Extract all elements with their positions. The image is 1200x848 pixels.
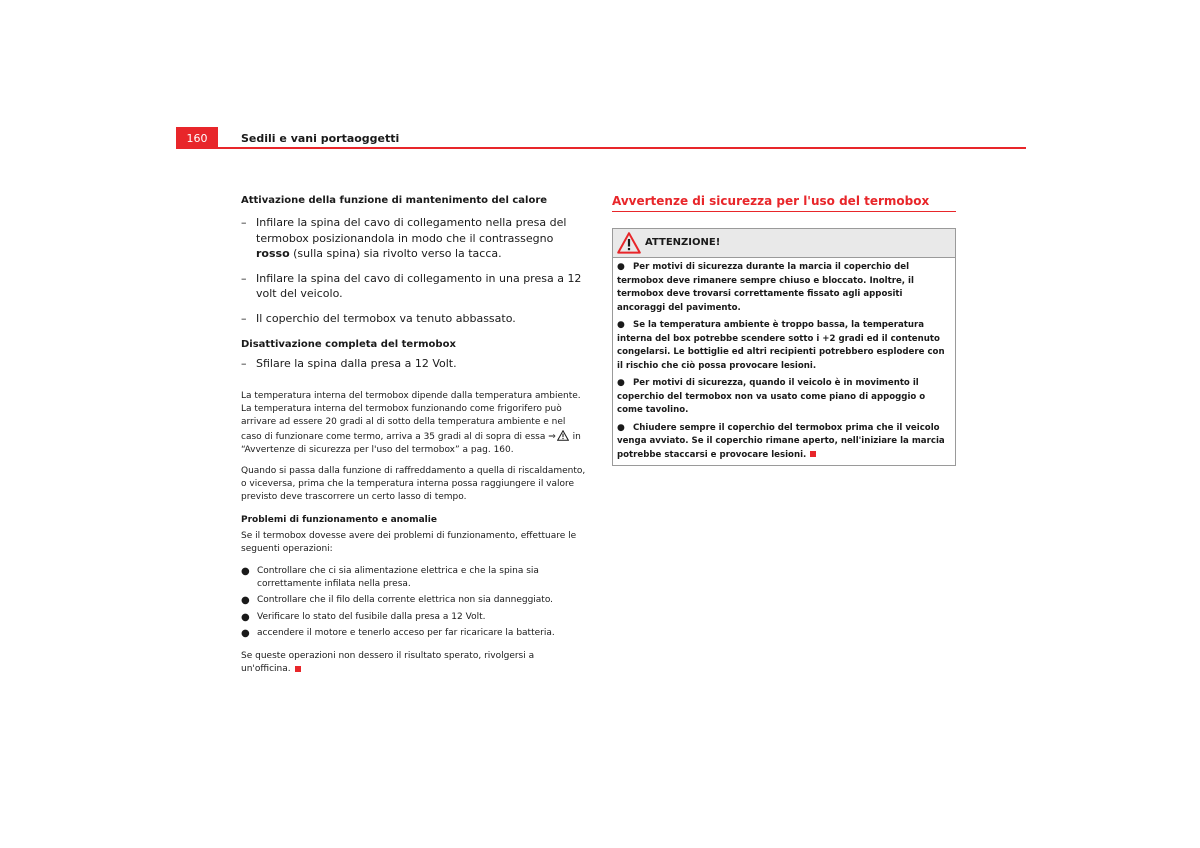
warning-item: ● Per motivi di sicurezza, quando il veicolo è in movimento il coperchio del termobox non va usato come piano di appoggio o come tavolino. bbox=[617, 378, 926, 415]
section-title: Avvertenze di sicurezza per l'uso del termobox bbox=[612, 193, 956, 212]
paragraph-temperature: La temperatura interna del termobox dipende dalla temperatura ambiente. La temperatura interna del termobox funzionando come frigorifero può arrivare ad essere 20 gradi al di sotto della temperatura ambiente e nel caso di funzionare come termo, arriva a 35 gradi al di sopra di essa ⇒ in “Avvertenze di sicurezza per l'uso del termobox” a pag. 160. bbox=[241, 390, 581, 456]
dash-item: – Infilare la spina del cavo di collegamento in una presa a 12 volt del veicolo. bbox=[241, 271, 582, 300]
end-of-section-square-icon bbox=[810, 451, 816, 457]
warning-body bbox=[613, 258, 955, 465]
paragraph-switching: Quando si passa dalla funzione di raffreddamento a quella di riscaldamento, o viceversa, prima che la temperatura interna possa raggiungere il valore previsto deve trascorrere un certo lasso di tempo. bbox=[241, 465, 586, 503]
paragraph-problems-intro: Se il termobox dovesse avere dei problemi di funzionamento, effettuare le seguenti operazioni: bbox=[241, 530, 577, 555]
heading-deactivation: Disattivazione completa del termobox bbox=[241, 339, 456, 350]
warning-box bbox=[612, 228, 956, 466]
page-number: 160 bbox=[176, 127, 218, 148]
header-divider bbox=[176, 147, 1026, 149]
warning-triangle-icon bbox=[617, 232, 641, 254]
warning-item: ● Chiudere sempre il coperchio del termobox prima che il veicolo venga avviato. Se il coperchio rimane aperto, nell'iniziare la marcia potrebbe staccarsi e provocare lesioni. bbox=[617, 422, 945, 460]
dash-item: – Sfilare la spina dalla presa a 12 Volt. bbox=[241, 357, 457, 370]
heading-problems: Problemi di funzionamento e anomalie bbox=[241, 514, 437, 525]
dash-item: – Il coperchio del termobox va tenuto abbassato. bbox=[241, 311, 516, 325]
list-item: ● Controllare che il filo della corrente elettrica non sia danneggiato. bbox=[241, 595, 554, 607]
warning-header bbox=[613, 229, 955, 258]
left-column bbox=[241, 194, 586, 683]
list-item: ● accendere il motore e tenerlo acceso per far ricaricare la batteria. bbox=[241, 628, 555, 640]
paragraph-workshop: Se queste operazioni non dessero il risultato sperato, rivolgersi a un'officina. bbox=[241, 650, 535, 674]
list-item: ● Verificare lo stato del fusibile dalla presa a 12 Volt. bbox=[241, 611, 486, 623]
end-of-section-square-icon bbox=[295, 666, 301, 672]
right-column bbox=[612, 193, 956, 460]
list-item: ● Controllare che ci sia alimentazione elettrica e che la spina sia correttamente infilata nella presa. bbox=[241, 565, 539, 589]
warning-label: ATTENZIONE! bbox=[645, 237, 721, 248]
heading-activation: Attivazione della funzione di mantenimento del calore bbox=[241, 195, 548, 206]
dash-item: – Infilare la spina del cavo di collegamento nella presa del termobox posizionandola in modo che il contrassegno rosso (sulla spina) sia rivolto verso la tacca. bbox=[241, 216, 567, 260]
warning-item: ● Per motivi di sicurezza durante la marcia il coperchio del termobox deve rimanere sempre chiuso e bloccato. Inoltre, il termobox deve trovarsi correttamente fissato agli appositi ancoraggi del pavimento. bbox=[617, 262, 914, 313]
chapter-title: Sedili e vani portaoggetti bbox=[241, 132, 400, 145]
warning-triangle-icon bbox=[557, 430, 569, 441]
warning-item: ● Se la temperatura ambiente è troppo bassa, la temperatura interna del box potrebbe scendere sotto i +2 gradi ed il contenuto congelarsi. Le bottiglie ed altri recipienti potrebbero esplodere con il rischio che ciò possa provocare lesioni. bbox=[617, 320, 945, 371]
